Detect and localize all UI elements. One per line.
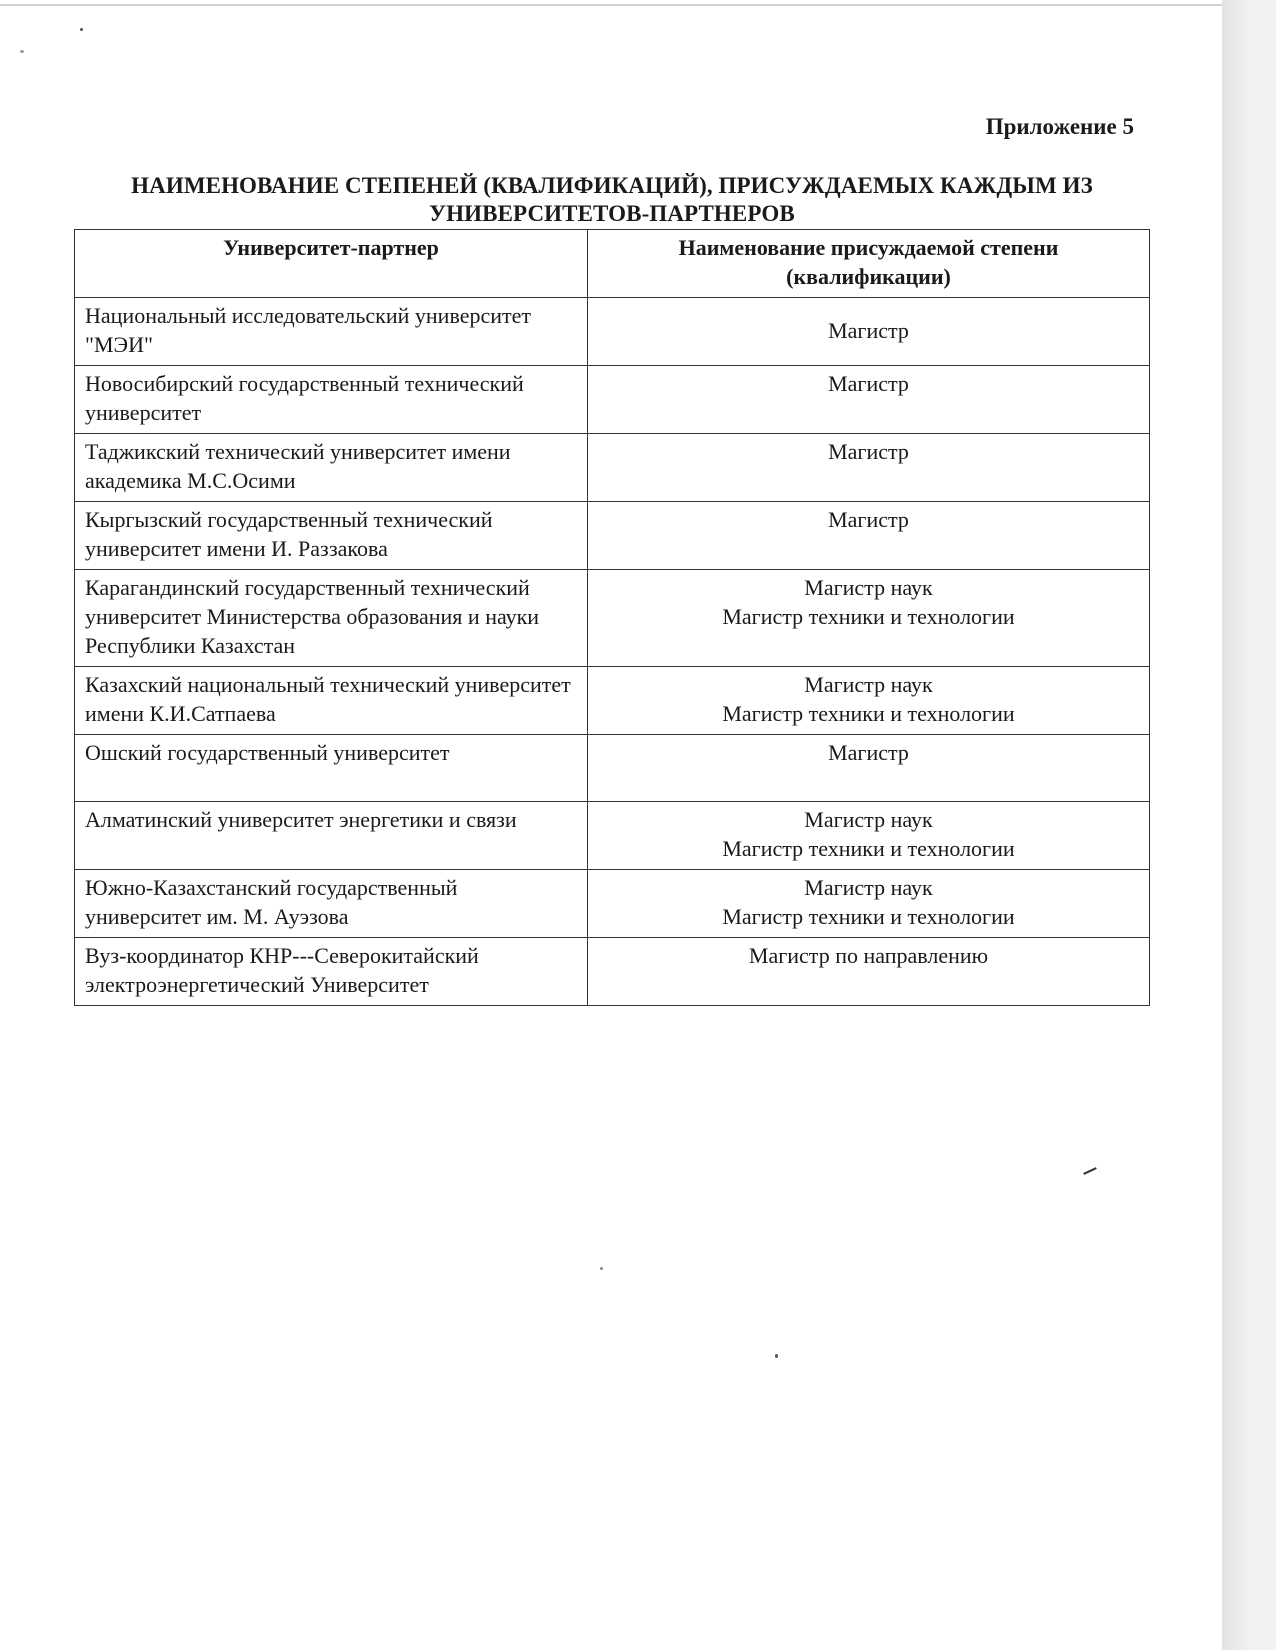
table-row <box>75 735 1150 802</box>
university-cell: Таджикский технический университет имени академика М.С.Осими <box>75 434 588 502</box>
table-row <box>75 667 1150 735</box>
table-row <box>75 570 1150 667</box>
university-cell: Национальный исследовательский университет "МЭИ" <box>75 298 588 366</box>
scan-speck <box>20 50 24 53</box>
university-cell: Карагандинский государственный технический университет Министерства образования и науки Республики Казахстан <box>75 570 588 667</box>
heading-line-2: УНИВЕРСИТЕТОВ-ПАРТНЕРОВ <box>429 201 795 226</box>
table-row <box>75 502 1150 570</box>
degrees-table <box>74 229 1150 1006</box>
scan-speck <box>600 1267 603 1270</box>
scan-speck <box>80 28 83 31</box>
scan-page-edge <box>1222 0 1250 1650</box>
degree-cell: Магистр <box>588 434 1150 502</box>
scan-edge-line <box>0 4 1222 6</box>
degree-cell: Магистр <box>588 502 1150 570</box>
table-row <box>75 298 1150 366</box>
heading-line-1: НАИМЕНОВАНИЕ СТЕПЕНЕЙ (КВАЛИФИКАЦИЙ), ПРИСУЖДАЕМЫХ КАЖДЫМ ИЗ <box>131 173 1093 198</box>
degree-cell: Магистр <box>588 735 1150 802</box>
degree-cell: Магистр наук Магистр техники и технологии <box>588 802 1150 870</box>
degree-cell: Магистр наук Магистр техники и технологии <box>588 570 1150 667</box>
degree-cell: Магистр наук Магистр техники и технологии <box>588 870 1150 938</box>
university-cell: Южно-Казахстанский государственный университет им. М. Ауэзова <box>75 870 588 938</box>
appendix-label: Приложение 5 <box>985 114 1134 139</box>
university-cell: Новосибирский государственный технический университет <box>75 366 588 434</box>
table-row <box>75 938 1150 1006</box>
scan-mark <box>1083 1167 1097 1175</box>
degree-cell: Магистр <box>588 366 1150 434</box>
scan-speck <box>775 1354 778 1358</box>
table-row <box>75 366 1150 434</box>
header-university: Университет-партнер <box>75 230 588 298</box>
university-cell: Алматинский университет энергетики и связи <box>75 802 588 870</box>
degree-cell: Магистр <box>588 298 1150 366</box>
university-cell: Кыргызский государственный технический университет имени И. Раззакова <box>75 502 588 570</box>
header-degree: Наименование присуждаемой степени (квалификации) <box>588 230 1150 298</box>
university-cell: Ошский государственный университет <box>75 735 588 802</box>
degree-cell: Магистр наук Магистр техники и технологии <box>588 667 1150 735</box>
table-row <box>75 434 1150 502</box>
document-heading <box>68 172 1156 228</box>
university-cell: Казахский национальный технический университет имени К.И.Сатпаева <box>75 667 588 735</box>
table-row <box>75 870 1150 938</box>
university-cell: Вуз-координатор КНР---Северокитайский электроэнергетический Университет <box>75 938 588 1006</box>
table-header-row <box>75 230 1150 298</box>
table-row <box>75 802 1150 870</box>
degree-cell: Магистр по направлению <box>588 938 1150 1006</box>
